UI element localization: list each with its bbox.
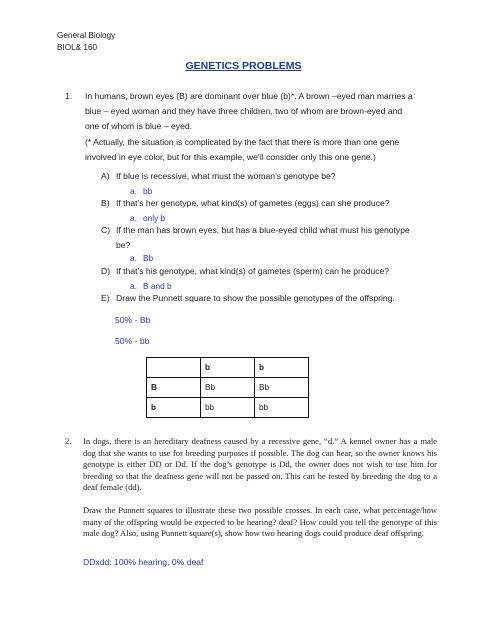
answer-label: a. [130,213,137,223]
question-note-line: involved in eye color, but for this example, we’ll consider only this one gene.) [85,151,376,162]
part-label: B) [101,198,110,208]
answer-text: B and b [143,281,172,291]
instructions-text: Draw the Punnett squares to illustrate these two possible crosses. In each case, what percentage/how many of the offspring would be expected to be hearing? deaf? How could you tell the genotype of this male dog? Also, using Punnett square(s), show how two hearing dogs could produce deaf offspring. [83,505,437,538]
question-text-line: one of whom is blue – eyed. [85,121,193,132]
punnett-square [146,357,309,418]
question-2 [57,436,437,494]
punnett-col-header: b [255,358,309,378]
punnett-row [147,398,309,418]
punnett-row-header: b [147,398,201,418]
part-c [101,223,431,253]
part-label: A) [101,171,110,181]
part-e [101,291,431,306]
part-question: If that’s her genotype, what kind(s) of gametes (eggs) can she produce? [116,198,390,208]
punnett-header-row [147,358,309,378]
part-d [101,264,431,279]
part-question: If that’s his genotype, what kind(s) of gametes (sperm) can he produce? [116,266,390,276]
punnett-corner-cell [147,358,201,378]
course-name: General Biology [57,31,116,40]
question-number: 2. [65,436,72,446]
answer-text: only b [143,213,166,223]
part-label: C) [101,225,111,235]
part-label: E) [101,293,110,303]
punnett-cell: bb [201,398,255,418]
page-title: GENETICS PROBLEMS [185,60,302,72]
part-label: D) [101,266,111,276]
answer-label: a. [130,186,137,196]
punnett-row [147,378,309,398]
punnett-cell: bb [255,398,309,418]
question-text-line: In humans, brown eyes (B) are dominant over blue (b)*. A brown –eyed man marries a [85,91,413,101]
question-2-answer: DDxdd: 100% hearing, 0% deaf [83,557,204,567]
punnett-row-header: B [147,378,201,398]
course-code: BIOL& 160 [57,43,98,52]
question-2-instructions [57,505,437,540]
punnett-cell: Bb [201,378,255,398]
part-question: Draw the Punnett square to show the possible genotypes of the offspring. [116,293,395,303]
question-text: In dogs, there is an hereditary deafness caused by a recessive gene, “d.” A kennel owner has a male dog that she wants to use for breeding purposes if possible. The dog can hear, so the owner knows his genotype is either DD or Dd. If the dog’s genotype is Dd, the owner does not wish to use him for breeding so that the deafness gene will not be passed on. This can be tested by breeding the dog to a deaf female (dd). [83,436,437,492]
question-text-line: blue – eyed woman and they have three children, two of whom are brown-eyed and [85,106,403,117]
punnett-col-header: b [201,358,255,378]
result-bb-recessive: 50% - bb [115,336,150,346]
answer-label: a. [130,253,137,263]
result-bb-dominant: 50% - Bb [115,315,151,325]
answer-text: Bb [143,253,154,263]
part-question: If blue is recessive, what must the woman’s genotype be? [116,171,336,181]
part-question: be? [116,240,131,251]
answer-text: bb [143,186,153,196]
question-note-line: (* Actually, the situation is complicated by the fact that there is more than one gene [85,136,400,147]
question-1 [57,89,435,165]
part-question: If the man has brown eyes, but has a blue-eyed child what must his genotype [116,225,410,235]
punnett-cell: Bb [255,378,309,398]
part-a [101,169,431,184]
question-number: 1. [65,91,73,101]
answer-label: a. [130,281,137,291]
part-b [101,196,431,211]
